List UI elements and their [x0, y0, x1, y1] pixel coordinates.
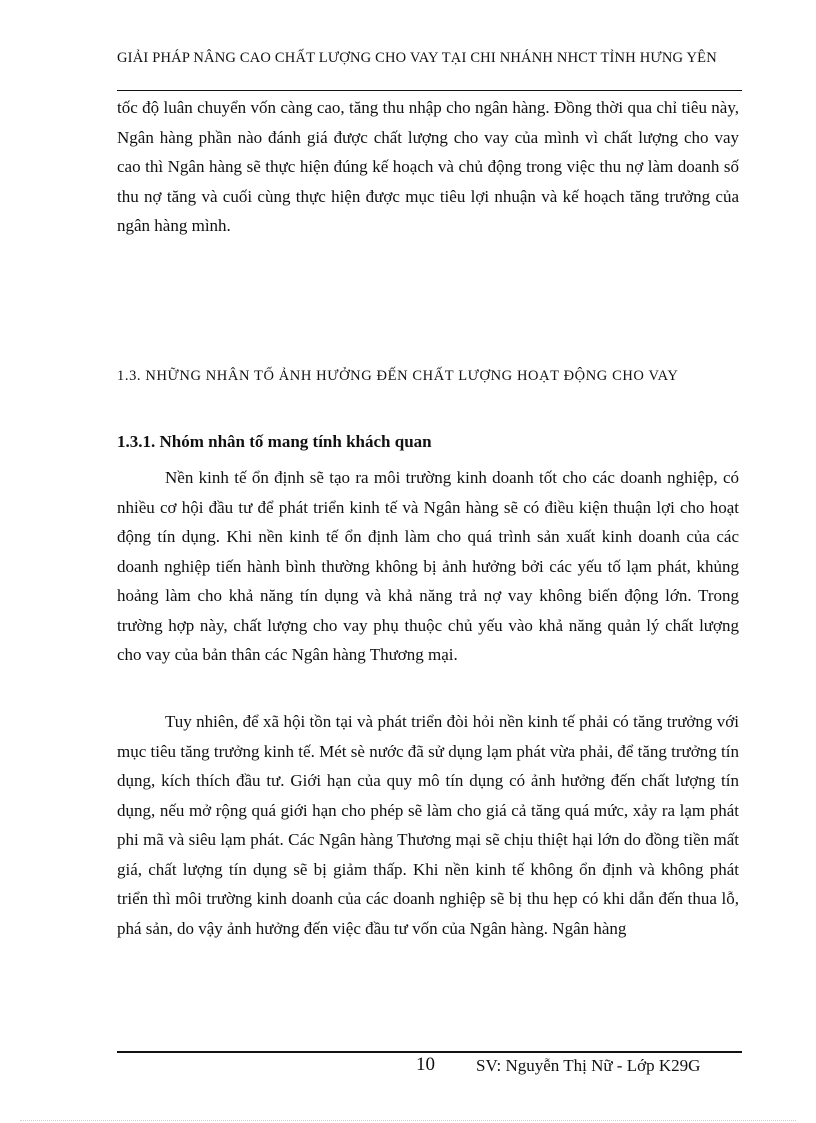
body-paragraph-1: tốc độ luân chuyển vốn càng cao, tăng thu nhập cho ngân hàng. Đồng thời qua chỉ tiêu này, Ngân hàng phần nào đánh giá được chất lượng cho vay của mình vì chất lượng cho vay cao thì Ngân hàng sẽ thực hiện đúng kế hoạch và chủ động trong việc thu nợ làm doanh số thu nợ tăng và cuối cùng thực hiện được mục tiêu lợi nhuận và kế hoạch tăng trưởng của ngân hàng mình. — [117, 98, 739, 235]
body-paragraph-3: Tuy nhiên, để xã hội tồn tại và phát triển đòi hỏi nền kinh tế phải có tăng trưởng với mục tiêu tăng trưởng kinh tế. Mét sè nước đã sử dụng lạm phát vừa phải, để tăng trưởng tín dụng, kích thích đầu tư. Giới hạn của quy mô tín dụng có ảnh hưởng đến chất lượng tín dụng, nếu mở rộng quá giới hạn cho phép sẽ làm cho giá cả tăng quá mức, xảy ra lạm phát phi mã và siêu lạm phát. Các Ngân hàng Thương mại sẽ chịu thiệt hại lớn do đồng tiền mất giá, chất lượng tín dụng sẽ bị giảm thấp. Khi nền kinh tế không ổn định và không phát triển thì môi trường kinh doanh của các doanh nghiệp sẽ bị thu hẹp có khi dẫn đến thua lỗ, phá sản, do vậy ảnh hưởng đến việc đầu tư vốn của Ngân hàng. Ngân hàng — [117, 712, 739, 938]
body-paragraph-2: Nền kinh tế ổn định sẽ tạo ra môi trường kinh doanh tốt cho các doanh nghiệp, có nhiều cơ hội đầu tư để phát triển kinh tế và Ngân hàng sẽ có điều kiện thuận lợi cho hoạt động tín dụng. Khi nền kinh tế ổn định làm cho quá trình sản xuất kinh doanh của các doanh nghiệp tiến hành bình thường không bị ảnh hưởng bởi các yếu tố lạm phát, khủng hoảng làm cho khả năng tín dụng và khả năng trả nợ vay không biến động lớn. Trong trường hợp này, chất lượng cho vay phụ thuộc chủ yếu vào khả năng quản lý chất lượng cho vay của bản thân các Ngân hàng Thương mại. — [117, 468, 739, 664]
page-number: 10 — [416, 1054, 435, 1075]
running-header-title: GIẢI PHÁP NÂNG CAO CHẤT LƯỢNG CHO VAY TẠI CHI NHÁNH NHCT TỈNH HƯNG YÊN — [117, 50, 717, 66]
page-bottom-edge — [20, 1120, 796, 1121]
section-heading: 1.3. NHỮNG NHÂN TỐ ẢNH HƯỞNG ĐẾN CHẤT LƯỢNG HOẠT ĐỘNG CHO VAY — [117, 368, 679, 384]
subsection-heading: 1.3.1. Nhóm nhân tố mang tính khách quan — [117, 432, 432, 451]
footer-student-info: SV: Nguyễn Thị Nữ - Lớp K29G — [476, 1056, 701, 1075]
header-divider — [117, 90, 742, 91]
